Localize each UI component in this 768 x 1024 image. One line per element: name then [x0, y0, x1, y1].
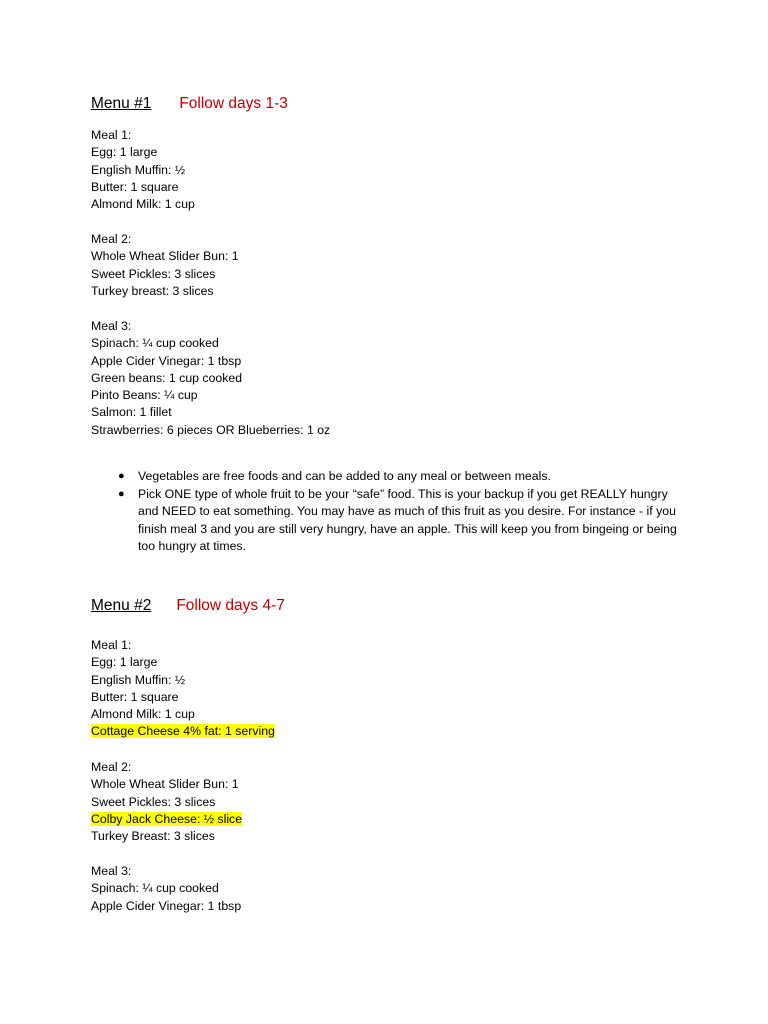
menu1-heading	[91, 94, 288, 114]
menu1-follow-days: Follow days 1-3	[179, 95, 288, 112]
note-item	[118, 486, 678, 556]
meal-item: Salmon: 1 fillet	[91, 405, 172, 420]
menu2-follow-days: Follow days 4-7	[176, 597, 285, 614]
highlighted-text: Colby Jack Cheese: ½ slice	[91, 811, 243, 826]
meal-item: Whole Wheat Slider Bun: 1	[91, 249, 239, 264]
notes-list	[118, 468, 678, 556]
menu1-meal3	[91, 318, 330, 439]
meal-item-highlighted	[91, 723, 275, 740]
menu2-title: Menu #2	[91, 597, 152, 614]
menu1-meal2	[91, 231, 239, 300]
menu2-meal1	[91, 637, 275, 741]
menu1-title: Menu #1	[91, 95, 152, 112]
meal-item: Egg: 1 large	[91, 145, 158, 160]
meal-heading: Meal 2:	[91, 760, 132, 774]
menu2-meal2	[91, 759, 242, 845]
meal-heading: Meal 3:	[91, 319, 132, 333]
note-text: Vegetables are free foods and can be added to any meal or between meals.	[138, 469, 551, 483]
meal-item: Butter: 1 square	[91, 179, 179, 194]
meal-item: Whole Wheat Slider Bun: 1	[91, 777, 239, 792]
meal-item: Butter: 1 square	[91, 689, 179, 704]
note-item	[118, 468, 678, 486]
highlighted-text: Cottage Cheese 4% fat: 1 serving	[91, 724, 275, 739]
meal-heading: Meal 2:	[91, 232, 132, 246]
meal-item-highlighted	[91, 811, 242, 828]
meal-item: Sweet Pickles: 3 slices	[91, 794, 216, 809]
meal-item: Almond Milk: 1 cup	[91, 707, 195, 722]
meal-item: English Muffin: ½	[91, 672, 186, 687]
meal-item: English Muffin: ½	[91, 162, 186, 177]
meal-item: Egg: 1 large	[91, 655, 158, 670]
menu2-meal3	[91, 863, 241, 915]
meal-heading: Meal 3:	[91, 864, 132, 878]
meal-item: Green beans: 1 cup cooked	[91, 370, 243, 385]
bullet-icon: ●	[118, 470, 125, 482]
meal-item: Almond Milk: 1 cup	[91, 197, 195, 212]
meal-heading: Meal 1:	[91, 128, 132, 142]
menu1-meal1	[91, 127, 195, 213]
meal-item: Apple Cider Vinegar: 1 tbsp	[91, 353, 242, 368]
meal-item: Sweet Pickles: 3 slices	[91, 266, 216, 281]
meal-item: Turkey Breast: 3 slices	[91, 829, 215, 844]
bullet-icon: ●	[118, 487, 125, 500]
meal-item: Spinach: ¼ cup cooked	[91, 336, 219, 351]
menu2-heading	[91, 596, 285, 616]
meal-item: Turkey breast: 3 slices	[91, 283, 214, 298]
note-text: Pick ONE type of whole fruit to be your “safe” food. This is your backup if you get REALLY hungry and NEED to eat something. You may have as much of this fruit as you desire. For instance - if you finish meal 3 and you are still very hungry, have an apple. This will keep you from bingeing or being too hungry at times.	[138, 486, 677, 553]
meal-item: Pinto Beans: ¼ cup	[91, 388, 198, 403]
meal-heading: Meal 1:	[91, 638, 132, 652]
meal-item: Strawberries: 6 pieces OR Blueberries: 1 oz	[91, 422, 331, 437]
meal-item: Spinach: ¼ cup cooked	[91, 881, 219, 896]
meal-item: Apple Cider Vinegar: 1 tbsp	[91, 898, 242, 913]
